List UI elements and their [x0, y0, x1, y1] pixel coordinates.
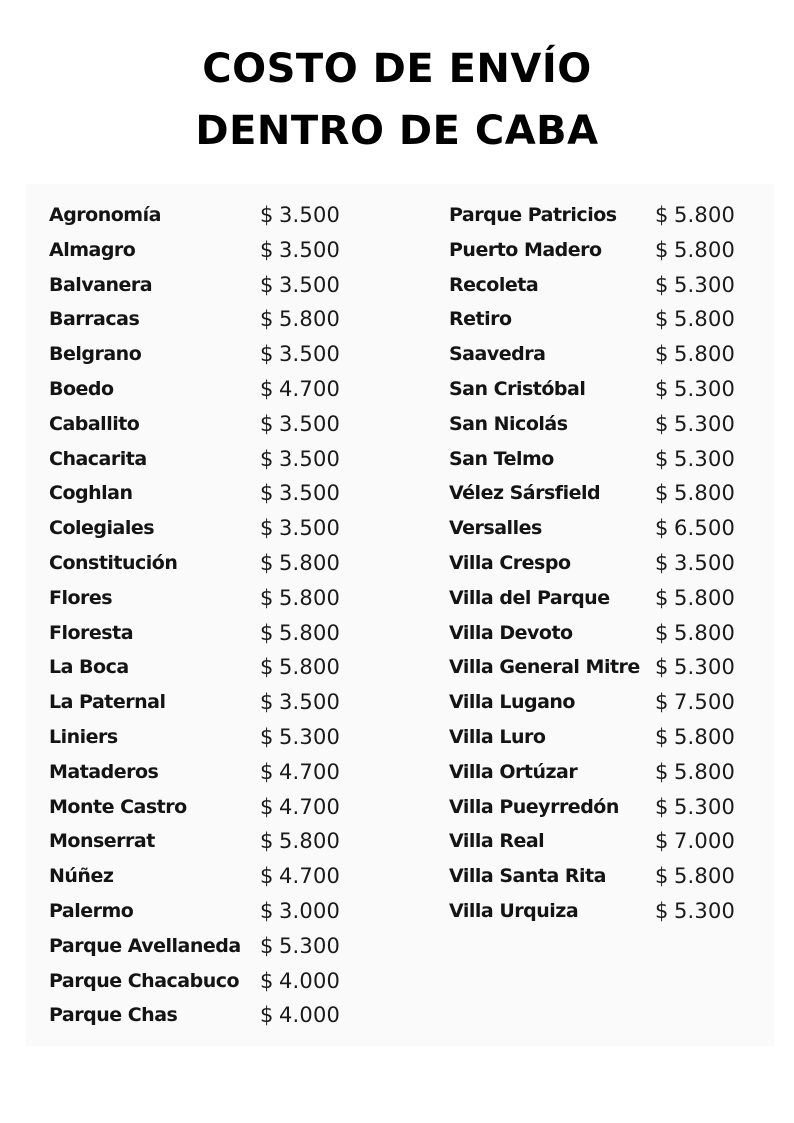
- currency-symbol: $: [655, 550, 669, 575]
- shipping-price: 5.300: [674, 272, 736, 297]
- barrio-name: Floresta: [49, 621, 134, 644]
- currency-symbol: $: [260, 864, 274, 889]
- barrio-name: Recoleta: [449, 273, 539, 296]
- shipping-price: 5.800: [674, 585, 736, 610]
- barrio-name: Villa Crespo: [449, 551, 571, 574]
- currency-symbol: $: [655, 481, 669, 506]
- shipping-price: 3.000: [279, 898, 341, 923]
- shipping-price: 5.300: [279, 933, 341, 958]
- barrio-name: Barracas: [49, 308, 140, 331]
- currency-symbol: $: [260, 342, 274, 367]
- currency-symbol: $: [260, 968, 274, 993]
- barrio-name: Constitución: [49, 551, 178, 574]
- shipping-price: 3.500: [674, 550, 736, 575]
- shipping-price: 5.800: [279, 550, 341, 575]
- shipping-price: 7.500: [674, 690, 736, 715]
- barrio-name: Balvanera: [49, 273, 153, 296]
- currency-symbol: $: [260, 898, 274, 923]
- barrio-name: Chacarita: [49, 447, 147, 470]
- shipping-price: 5.800: [279, 655, 341, 680]
- barrio-name: Villa Lugano: [449, 691, 575, 714]
- barrio-name: San Nicolás: [449, 412, 568, 435]
- barrio-name: Villa Real: [449, 830, 545, 853]
- shipping-price: 5.800: [674, 481, 736, 506]
- shipping-price: 5.800: [674, 864, 736, 889]
- barrio-name: Villa Pueyrredón: [449, 795, 619, 818]
- shipping-price: 4.000: [279, 968, 341, 993]
- currency-symbol: $: [655, 516, 669, 541]
- page-title: [0, 38, 794, 162]
- currency-symbol: $: [260, 237, 274, 262]
- shipping-price: 4.700: [279, 864, 341, 889]
- barrio-name: Villa Luro: [449, 725, 546, 748]
- barrio-name: Versalles: [449, 517, 542, 540]
- shipping-price: 3.500: [279, 446, 341, 471]
- shipping-price: 4.700: [279, 759, 341, 784]
- currency-symbol: $: [655, 237, 669, 262]
- shipping-price: 3.500: [279, 516, 341, 541]
- barrio-name: Monserrat: [49, 830, 155, 853]
- shipping-price: 5.800: [674, 620, 736, 645]
- barrio-name: Núñez: [49, 865, 114, 888]
- barrio-name: Villa Urquiza: [449, 899, 579, 922]
- barrio-name: Parque Chacabuco: [49, 969, 240, 992]
- currency-symbol: $: [655, 585, 669, 610]
- shipping-price: 3.500: [279, 272, 341, 297]
- currency-symbol: $: [260, 1003, 274, 1028]
- shipping-price: 5.300: [674, 898, 736, 923]
- currency-symbol: $: [655, 759, 669, 784]
- shipping-price: 5.800: [674, 724, 736, 749]
- barrio-name: Almagro: [49, 238, 136, 261]
- barrio-name: Monte Castro: [49, 795, 187, 818]
- barrio-name: Villa Ortúzar: [449, 760, 578, 783]
- currency-symbol: $: [260, 446, 274, 471]
- currency-symbol: $: [655, 724, 669, 749]
- barrio-name: La Paternal: [49, 691, 166, 714]
- shipping-price: 5.800: [674, 759, 736, 784]
- currency-symbol: $: [260, 203, 274, 227]
- currency-symbol: $: [655, 690, 669, 715]
- shipping-price: 5.800: [674, 203, 736, 227]
- shipping-price: 3.500: [279, 481, 341, 506]
- currency-symbol: $: [655, 307, 669, 332]
- shipping-price: 5.300: [674, 794, 736, 819]
- currency-symbol: $: [260, 272, 274, 297]
- barrio-name: Parque Chas: [49, 1004, 178, 1027]
- shipping-price: 4.700: [279, 376, 341, 401]
- shipping-price: 3.500: [279, 690, 341, 715]
- shipping-price: 4.700: [279, 794, 341, 819]
- barrio-name: Saavedra: [449, 343, 546, 366]
- shipping-price: 4.000: [279, 1003, 341, 1028]
- currency-symbol: $: [260, 794, 274, 819]
- barrio-name: Retiro: [449, 308, 512, 331]
- currency-symbol: $: [655, 794, 669, 819]
- barrio-name: Agronomía: [49, 204, 161, 226]
- title-line-1: COSTO DE ENVÍO: [202, 46, 592, 92]
- barrio-name: Villa Devoto: [449, 621, 573, 644]
- barrio-name: Palermo: [49, 899, 134, 922]
- currency-symbol: $: [655, 864, 669, 889]
- currency-symbol: $: [655, 829, 669, 854]
- barrio-name: Villa Santa Rita: [449, 865, 606, 888]
- shipping-price: 3.500: [279, 203, 341, 227]
- shipping-price: 5.300: [279, 724, 341, 749]
- currency-symbol: $: [260, 376, 274, 401]
- currency-symbol: $: [260, 585, 274, 610]
- currency-symbol: $: [655, 620, 669, 645]
- barrio-name: Villa General Mitre: [449, 656, 640, 679]
- shipping-price: 5.800: [279, 829, 341, 854]
- barrio-name: Mataderos: [49, 760, 159, 783]
- barrio-name: San Telmo: [449, 447, 554, 470]
- currency-symbol: $: [260, 620, 274, 645]
- barrio-name: Vélez Sársfield: [449, 482, 601, 505]
- currency-symbol: $: [655, 898, 669, 923]
- shipping-price: 5.800: [279, 620, 341, 645]
- barrio-name: Parque Avellaneda: [49, 934, 241, 957]
- barrio-name: San Cristóbal: [449, 377, 586, 400]
- barrio-name: Coghlan: [49, 482, 133, 505]
- shipping-price: 5.800: [279, 585, 341, 610]
- shipping-price: 3.500: [279, 342, 341, 367]
- shipping-price: 5.300: [674, 655, 736, 680]
- currency-symbol: $: [655, 342, 669, 367]
- shipping-price: 5.300: [674, 376, 736, 401]
- currency-symbol: $: [260, 829, 274, 854]
- currency-symbol: $: [655, 446, 669, 471]
- shipping-price: 3.500: [279, 237, 341, 262]
- currency-symbol: $: [260, 516, 274, 541]
- shipping-price: 5.300: [674, 446, 736, 471]
- currency-symbol: $: [260, 550, 274, 575]
- currency-symbol: $: [260, 933, 274, 958]
- barrio-name: Belgrano: [49, 343, 142, 366]
- title-line-2: DENTRO DE CABA: [195, 108, 599, 154]
- currency-symbol: $: [260, 655, 274, 680]
- shipping-price: 5.300: [674, 411, 736, 436]
- currency-symbol: $: [260, 307, 274, 332]
- currency-symbol: $: [655, 203, 669, 227]
- currency-symbol: $: [655, 411, 669, 436]
- barrio-name: Villa del Parque: [449, 586, 610, 609]
- currency-symbol: $: [655, 376, 669, 401]
- barrio-name: Flores: [49, 586, 113, 609]
- barrio-name: Colegiales: [49, 517, 155, 540]
- barrio-name: Caballito: [49, 412, 140, 435]
- barrio-name: Liniers: [49, 725, 118, 748]
- barrio-name: Parque Patricios: [449, 204, 617, 226]
- currency-symbol: $: [260, 724, 274, 749]
- shipping-price: 5.800: [674, 307, 736, 332]
- currency-symbol: $: [655, 272, 669, 297]
- barrio-name: Puerto Madero: [449, 238, 602, 261]
- shipping-price: 3.500: [279, 411, 341, 436]
- shipping-price: 7.000: [674, 829, 736, 854]
- barrio-name: Boedo: [49, 377, 114, 400]
- shipping-price: 5.800: [279, 307, 341, 332]
- currency-symbol: $: [655, 655, 669, 680]
- currency-symbol: $: [260, 690, 274, 715]
- barrio-name: La Boca: [49, 656, 129, 679]
- shipping-price: 6.500: [674, 516, 736, 541]
- currency-symbol: $: [260, 759, 274, 784]
- currency-symbol: $: [260, 481, 274, 506]
- shipping-price: 5.800: [674, 237, 736, 262]
- currency-symbol: $: [260, 411, 274, 436]
- shipping-price: 5.800: [674, 342, 736, 367]
